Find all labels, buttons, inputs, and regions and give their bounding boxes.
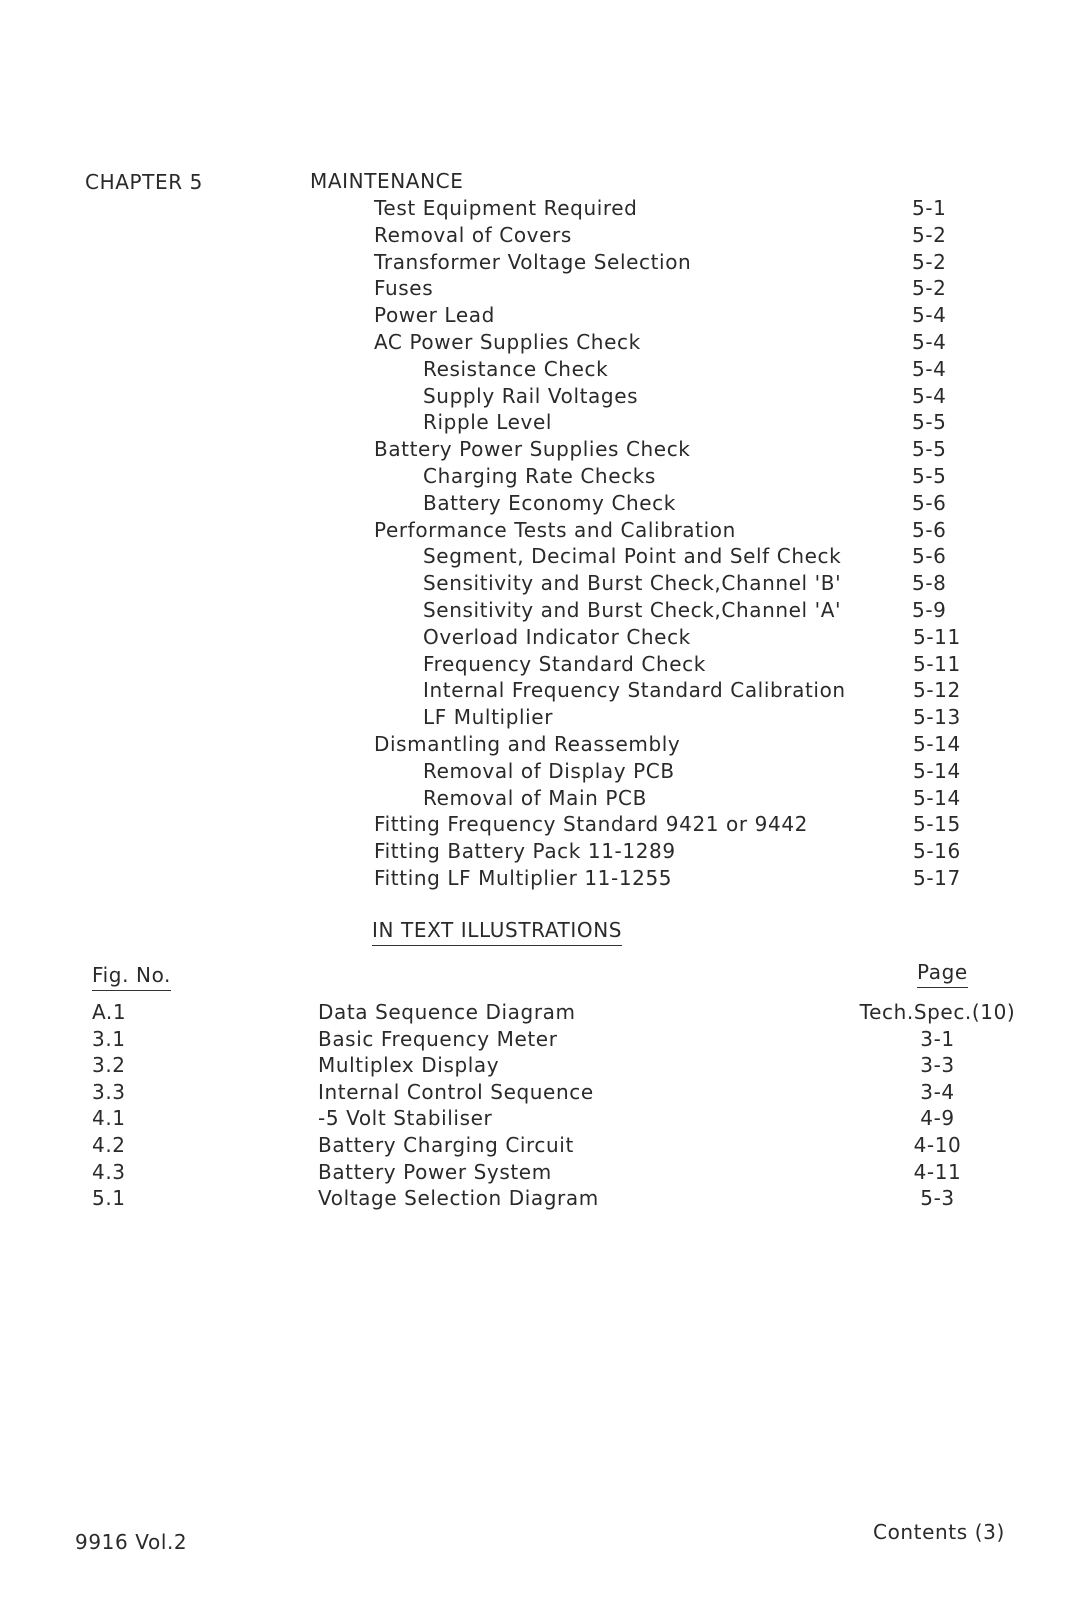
toc-entry	[0, 250, 1086, 277]
illustration-page: 3-3	[920, 1053, 955, 1078]
toc-entry-page: 5-12	[913, 678, 961, 703]
toc-entry-title: Fitting LF Multiplier 11-1255	[374, 866, 673, 890]
illustration-page: 4-10	[913, 1133, 962, 1157]
toc-entry-title: AC Power Supplies Check	[374, 330, 641, 354]
toc-entry-page: 5-4	[912, 383, 947, 408]
footer-page-label: Contents (3)	[873, 1520, 1005, 1544]
toc-entry	[0, 437, 1086, 464]
toc-entry-title: Transformer Voltage Selection	[374, 249, 692, 274]
illustration-entry	[0, 1186, 1086, 1213]
toc-entry-page: 5-9	[912, 598, 947, 622]
toc-entry	[0, 786, 1086, 813]
toc-entry-page: 5-6	[912, 544, 947, 569]
fig-no-header: Fig. No.	[92, 963, 171, 991]
toc-entry-page: 5-2	[912, 222, 947, 247]
toc-entry-page: 5-4	[912, 356, 947, 381]
toc-entry	[0, 491, 1086, 518]
illustration-entry	[0, 1160, 1086, 1187]
toc-entry	[0, 759, 1086, 786]
toc-entry	[0, 303, 1086, 330]
illustration-fig-number: 5.1	[92, 1186, 126, 1211]
toc-entry	[0, 464, 1086, 491]
toc-entry	[0, 384, 1086, 411]
toc-entry	[0, 652, 1086, 679]
toc-entry-title: Ripple Level	[423, 410, 553, 435]
toc-entry-page: 5-17	[913, 866, 961, 890]
toc-entry-page: 5-11	[913, 651, 961, 676]
toc-entry-title: Sensitivity and Burst Check,Channel 'B'	[423, 571, 842, 596]
toc-entry	[0, 571, 1086, 598]
illustration-fig-number: 4.1	[92, 1106, 126, 1131]
toc-entry-title: Resistance Check	[423, 356, 609, 381]
illustration-title: Multiplex Display	[318, 1053, 500, 1078]
illustration-fig-number: 4.3	[92, 1159, 126, 1184]
toc-entry-page: 5-2	[912, 276, 947, 301]
toc-entry-title: Test Equipment Required	[374, 196, 638, 220]
illustration-fig-number: 3.1	[92, 1026, 126, 1051]
illustration-fig-number: 4.2	[92, 1133, 126, 1157]
toc-entry-title: Frequency Standard Check	[423, 651, 706, 676]
toc-entry-page: 5-2	[912, 249, 947, 274]
illustrations-heading: IN TEXT ILLUSTRATIONS	[372, 918, 622, 946]
toc-entry-title: Battery Power Supplies Check	[374, 437, 691, 462]
toc-entry-title: Segment, Decimal Point and Self Check	[423, 544, 842, 569]
illustration-title: Battery Power System	[318, 1159, 552, 1184]
illustration-fig-number: A.1	[92, 1000, 127, 1024]
toc-entry-page: 5-1	[912, 196, 947, 220]
illustration-fig-number: 3.3	[92, 1079, 126, 1104]
toc-entry-page: 5-6	[912, 517, 947, 542]
toc-entry-page: 5-11	[913, 624, 961, 649]
toc-entry-title: Supply Rail Voltages	[423, 383, 639, 408]
toc-entry-page: 5-4	[912, 330, 947, 354]
illustration-page: 3-1	[920, 1026, 955, 1051]
illustration-title: Data Sequence Diagram	[318, 1000, 576, 1024]
illustration-title: -5 Volt Stabiliser	[318, 1106, 493, 1131]
toc-entry-title: Power Lead	[374, 303, 495, 328]
toc-entry-page: 5-14	[913, 785, 961, 810]
illustration-title: Basic Frequency Meter	[318, 1026, 558, 1051]
toc-entry-title: Overload Indicator Check	[423, 624, 691, 649]
toc-entry	[0, 625, 1086, 652]
toc-entry-title: Fuses	[374, 276, 434, 301]
toc-entry-page: 5-5	[912, 464, 947, 488]
toc-entry-page: 5-4	[912, 303, 947, 328]
toc-entry-page: 5-6	[912, 490, 947, 515]
toc-entry-page: 5-8	[912, 571, 947, 596]
toc-entry	[0, 357, 1086, 384]
footer-doc-id: 9916 Vol.2	[75, 1530, 188, 1554]
toc-entry-title: Fitting Frequency Standard 9421 or 9442	[374, 812, 808, 837]
toc-entry	[0, 410, 1086, 437]
toc-entry	[0, 866, 1086, 893]
toc-entry-title: Performance Tests and Calibration	[374, 517, 736, 542]
chapter-label: CHAPTER 5	[85, 170, 203, 194]
illustration-page: Tech.Spec.(10)	[859, 1000, 1016, 1024]
toc-entry-title: LF Multiplier	[423, 705, 554, 730]
illustration-page: 3-4	[920, 1079, 955, 1104]
page-header: Page	[917, 960, 968, 988]
illustration-page: 4-11	[913, 1159, 962, 1184]
illustration-fig-number: 3.2	[92, 1053, 126, 1078]
toc-entry	[0, 223, 1086, 250]
illustration-entry	[0, 1027, 1086, 1054]
toc-entry-title: Removal of Main PCB	[423, 785, 647, 810]
toc-entry	[0, 196, 1086, 223]
illustration-entry	[0, 1000, 1086, 1027]
toc-entry	[0, 705, 1086, 732]
toc-entry	[0, 732, 1086, 759]
toc-entry	[0, 598, 1086, 625]
illustration-page: 5-3	[920, 1186, 955, 1211]
toc-entry	[0, 839, 1086, 866]
toc-entry-page: 5-14	[913, 758, 961, 783]
toc-entry-title: Dismantling and Reassembly	[374, 732, 681, 756]
toc-entry	[0, 678, 1086, 705]
toc-entry-title: Fitting Battery Pack 11-1289	[374, 839, 676, 864]
toc-entry-title: Charging Rate Checks	[423, 464, 656, 488]
toc-entry	[0, 276, 1086, 303]
illustration-title: Voltage Selection Diagram	[318, 1186, 599, 1211]
toc-entry-title: Removal of Display PCB	[423, 758, 675, 783]
toc-entry-page: 5-14	[913, 732, 961, 756]
illustration-entry	[0, 1080, 1086, 1107]
chapter-title: MAINTENANCE	[310, 169, 464, 193]
toc-entry-title: Sensitivity and Burst Check,Channel 'A'	[423, 598, 842, 622]
toc-entry-title: Removal of Covers	[374, 222, 572, 247]
illustration-title: Internal Control Sequence	[318, 1079, 594, 1104]
toc-entry	[0, 544, 1086, 571]
illustration-entry	[0, 1053, 1086, 1080]
toc-entry-page: 5-5	[912, 437, 947, 462]
toc-entry-page: 5-15	[913, 812, 961, 837]
illustration-entry	[0, 1106, 1086, 1133]
toc-list	[0, 196, 1086, 896]
illustration-entry	[0, 1133, 1086, 1160]
illustration-title: Battery Charging Circuit	[318, 1133, 574, 1157]
toc-entry	[0, 518, 1086, 545]
toc-entry-title: Internal Frequency Standard Calibration	[423, 678, 846, 703]
illustration-page: 4-9	[920, 1106, 955, 1131]
toc-entry	[0, 330, 1086, 357]
toc-entry-page: 5-16	[913, 839, 961, 864]
illustrations-list	[0, 1000, 1086, 1230]
toc-entry-page: 5-5	[912, 410, 947, 435]
toc-entry-title: Battery Economy Check	[423, 490, 676, 515]
toc-entry-page: 5-13	[913, 705, 961, 730]
toc-entry	[0, 812, 1086, 839]
